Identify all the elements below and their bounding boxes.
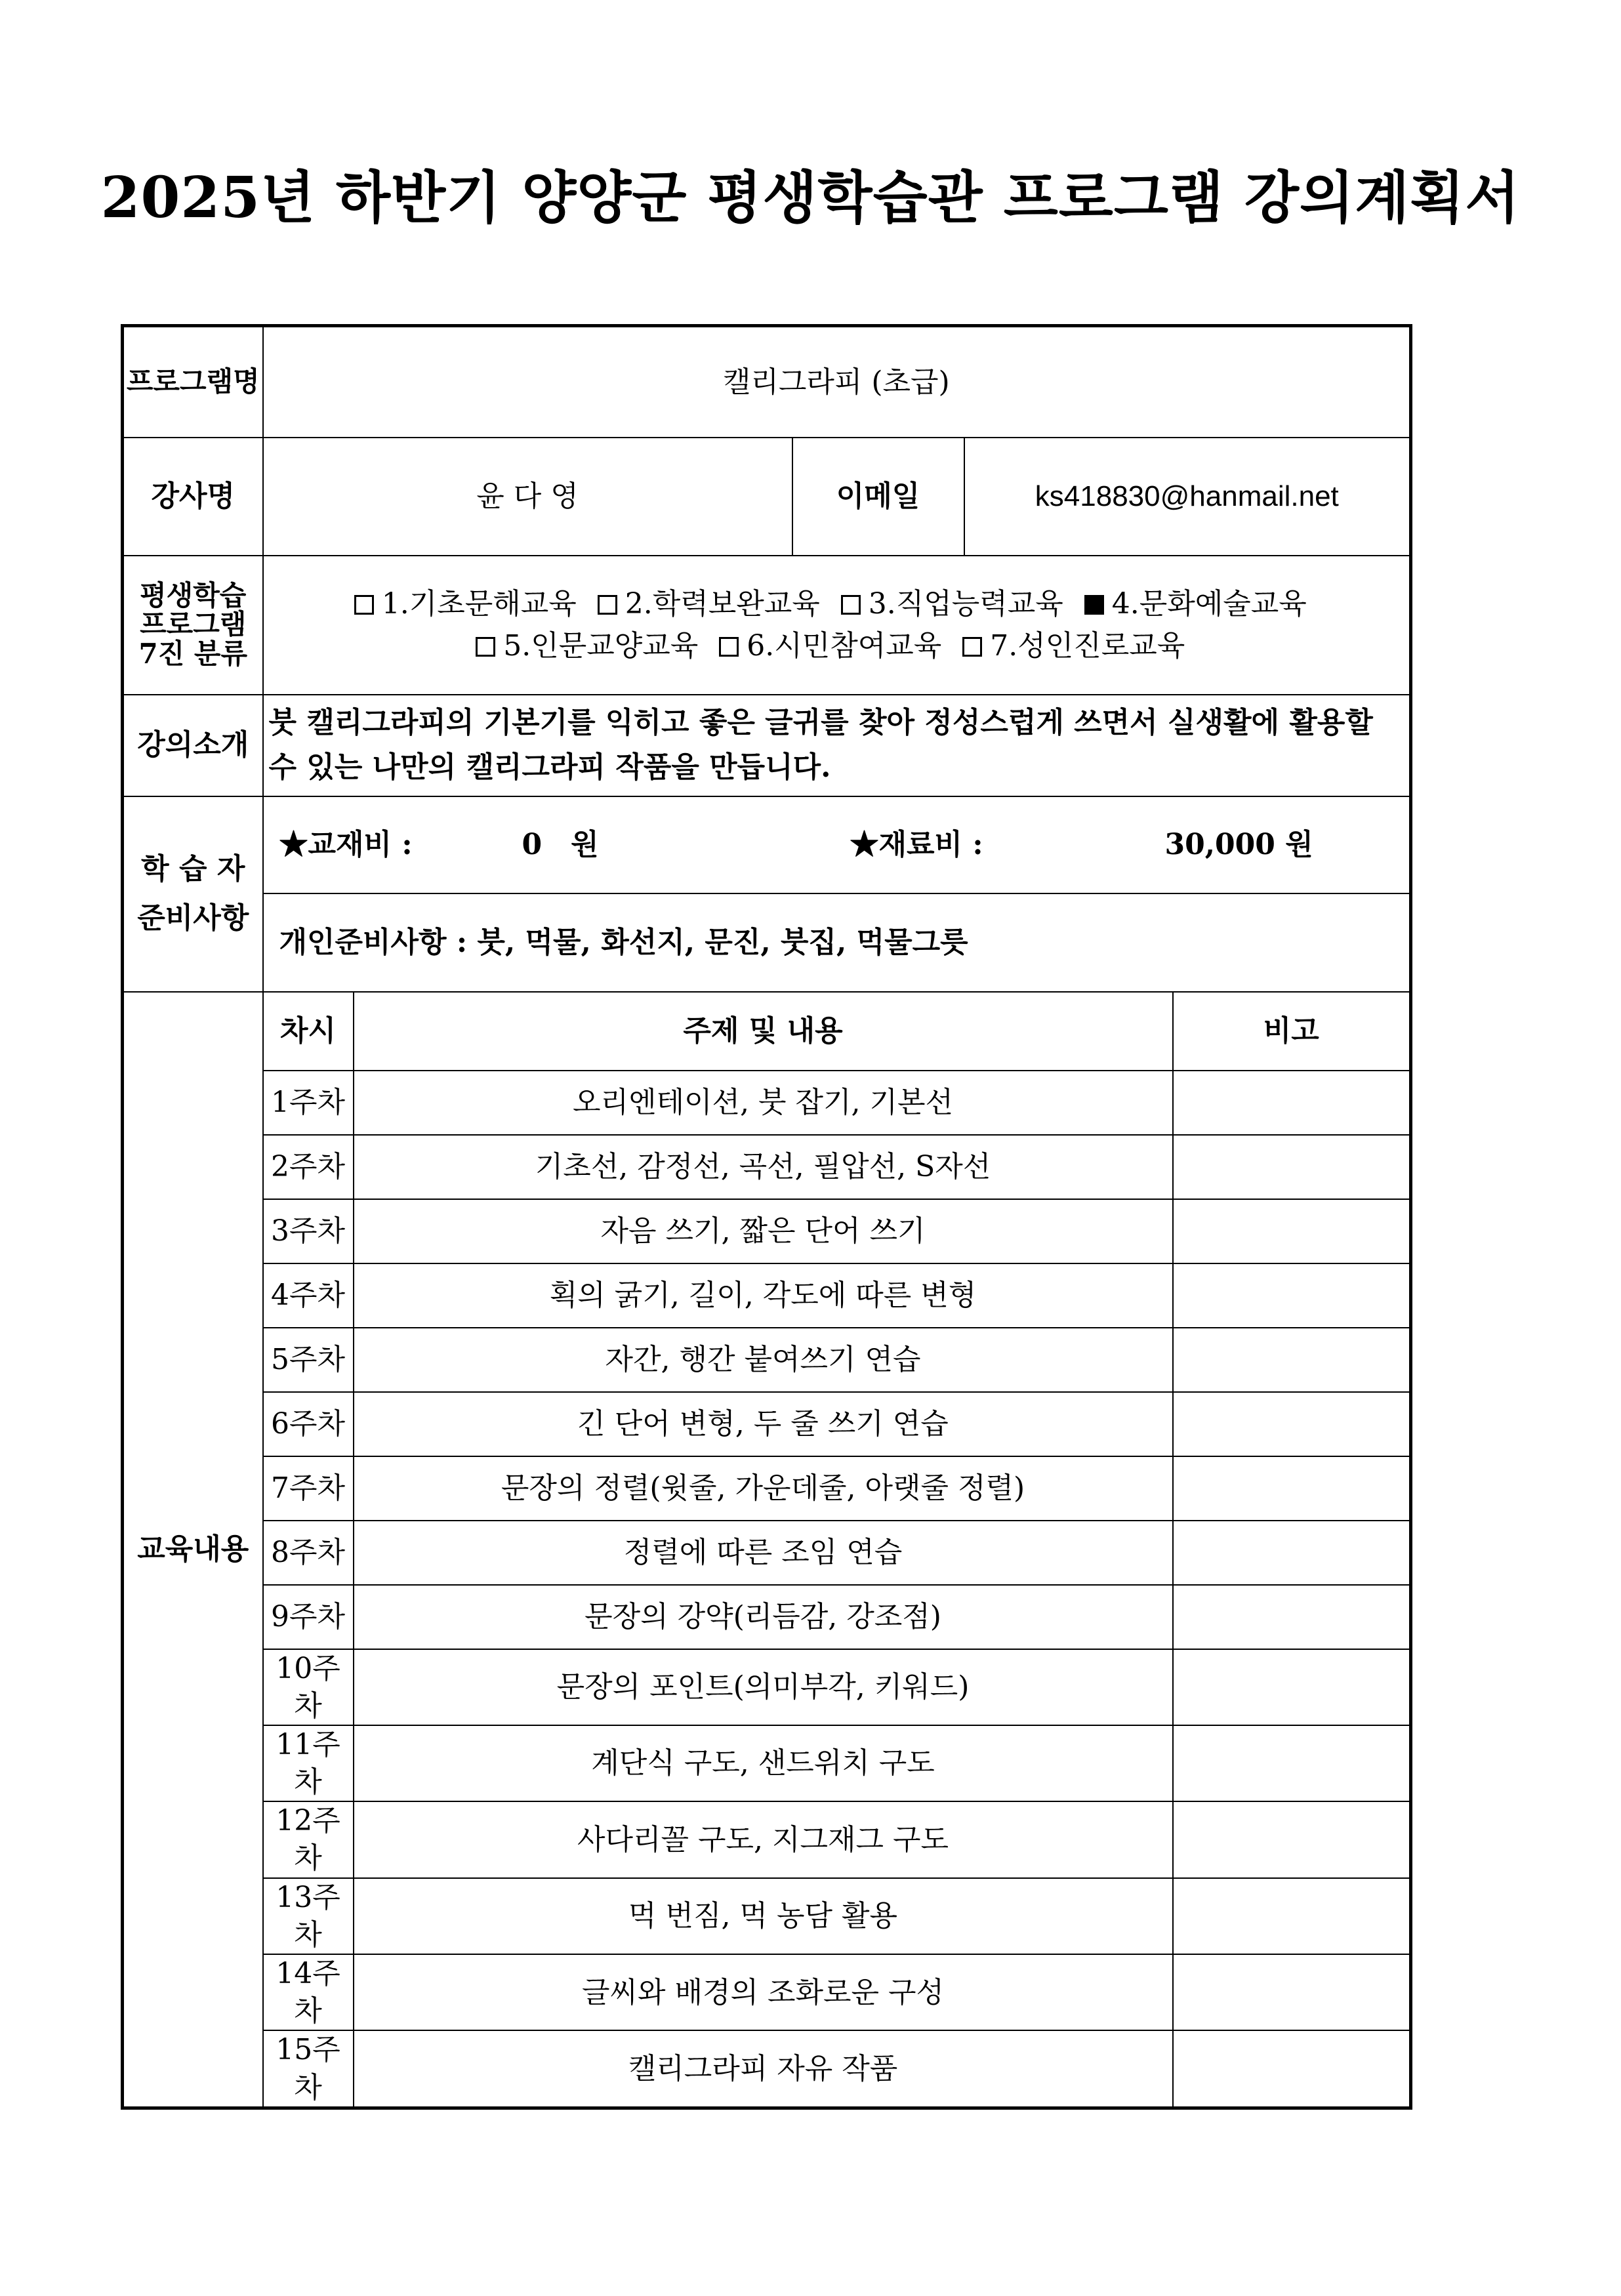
topic-cell: 문장의 정렬(윗줄, 가운데줄, 아랫줄 정렬) bbox=[354, 1456, 1173, 1521]
instructor-email: ks418830@hanmail.net bbox=[964, 438, 1411, 556]
note-cell bbox=[1173, 1521, 1411, 1585]
topic-cell: 글씨와 배경의 조화로운 구성 bbox=[354, 1954, 1173, 2030]
table-row bbox=[123, 1392, 1411, 1456]
classification-option[interactable]: 3.직업능력교육 bbox=[841, 587, 1063, 621]
topic-cell: 문장의 강약(리듬감, 강조점) bbox=[354, 1585, 1173, 1649]
session-cell: 2주차 bbox=[263, 1135, 354, 1199]
note-cell bbox=[1173, 1725, 1411, 1801]
table-row bbox=[123, 1801, 1411, 1877]
table-row bbox=[123, 1521, 1411, 1585]
topic-cell: 계단식 구도, 샌드위치 구도 bbox=[354, 1725, 1173, 1801]
topic-cell: 긴 단어 변형, 두 줄 쓰기 연습 bbox=[354, 1392, 1173, 1456]
classification-option[interactable]: 4.문화예술교육 bbox=[1084, 587, 1307, 621]
checked-checkbox-icon[interactable] bbox=[1084, 595, 1104, 615]
session-cell: 15주차 bbox=[263, 2030, 354, 2108]
book-cost-label: ★교재비 : bbox=[279, 827, 413, 861]
intro-text: 붓 캘리그라피의 기본기를 익히고 좋은 글귀를 찾아 정성스럽게 쓰면서 실생활에 활용할 수 있는 나만의 캘리그라피 작품을 만듭니다. bbox=[263, 695, 1411, 796]
note-cell bbox=[1173, 1649, 1411, 1725]
session-cell: 5주차 bbox=[263, 1328, 354, 1392]
note-cell bbox=[1173, 1585, 1411, 1649]
note-cell bbox=[1173, 1392, 1411, 1456]
checkbox-icon[interactable] bbox=[962, 637, 982, 657]
note-cell bbox=[1173, 1263, 1411, 1328]
classification-option[interactable]: 7.성인진로교육 bbox=[962, 629, 1185, 663]
classification-option[interactable]: 5.인문교양교육 bbox=[476, 629, 698, 663]
classification-option[interactable]: 1.기초문해교육 bbox=[354, 587, 577, 621]
classification-line-1 bbox=[264, 583, 1410, 625]
program-name: 캘리그라피 (초급) bbox=[263, 326, 1411, 438]
topic-cell: 캘리그라피 자유 작품 bbox=[354, 2030, 1173, 2108]
session-cell: 11주차 bbox=[263, 1725, 354, 1801]
checkbox-icon[interactable] bbox=[841, 595, 861, 615]
book-cost-value: 0 원 bbox=[522, 827, 599, 861]
table-row bbox=[123, 1135, 1411, 1199]
session-cell: 3주차 bbox=[263, 1199, 354, 1263]
document-title: 2025년 하반기 양양군 평생학습관 프로그램 강의계획서 bbox=[100, 165, 1521, 231]
curriculum-header-row bbox=[123, 992, 1411, 1071]
topic-cell: 먹 번짐, 먹 농담 활용 bbox=[354, 1878, 1173, 1954]
note-cell bbox=[1173, 1954, 1411, 2030]
session-cell: 13주차 bbox=[263, 1878, 354, 1954]
classification-option[interactable]: 2.학력보완교육 bbox=[598, 587, 820, 621]
material-cost-value: 30,000 원 bbox=[1164, 827, 1313, 861]
topic-cell: 오리엔테이션, 붓 잡기, 기본선 bbox=[354, 1071, 1173, 1135]
note-cell bbox=[1173, 1071, 1411, 1135]
table-row bbox=[123, 1199, 1411, 1263]
topic-cell: 자간, 행간 붙여쓰기 연습 bbox=[354, 1328, 1173, 1392]
classification-label-line: 프로그램 bbox=[140, 608, 247, 641]
costs-row bbox=[123, 796, 1411, 893]
note-cell bbox=[1173, 1135, 1411, 1199]
table-row bbox=[123, 1725, 1411, 1801]
table-row bbox=[123, 1954, 1411, 2030]
note-header: 비고 bbox=[1173, 992, 1411, 1071]
classification-label-line: 평생학습 bbox=[140, 579, 247, 612]
table-row bbox=[123, 1649, 1411, 1725]
costs-line bbox=[264, 797, 1410, 893]
topic-cell: 기초선, 감정선, 곡선, 필압선, S자선 bbox=[354, 1135, 1173, 1199]
personal-prep-row bbox=[123, 893, 1411, 992]
note-cell bbox=[1173, 1328, 1411, 1392]
checkbox-icon[interactable] bbox=[598, 595, 617, 615]
session-cell: 8주차 bbox=[263, 1521, 354, 1585]
table-row bbox=[123, 2030, 1411, 2108]
checkbox-icon[interactable] bbox=[719, 637, 739, 657]
topic-cell: 정렬에 따른 조임 연습 bbox=[354, 1521, 1173, 1585]
session-cell: 9주차 bbox=[263, 1585, 354, 1649]
note-cell bbox=[1173, 2030, 1411, 2108]
classification-label bbox=[123, 556, 263, 695]
topic-cell: 자음 쓰기, 짧은 단어 쓰기 bbox=[354, 1199, 1173, 1263]
program-label: 프로그램명 bbox=[123, 326, 263, 438]
classification-option[interactable]: 6.시민참여교육 bbox=[719, 629, 941, 663]
intro-label: 강의소개 bbox=[123, 695, 263, 796]
program-row bbox=[123, 326, 1411, 438]
session-cell: 14주차 bbox=[263, 1954, 354, 2030]
instructor-name: 윤 다 영 bbox=[263, 438, 792, 556]
email-label: 이메일 bbox=[792, 438, 964, 556]
checkbox-icon[interactable] bbox=[476, 637, 495, 657]
table-row bbox=[123, 1456, 1411, 1521]
topic-cell: 사다리꼴 구도, 지그재그 구도 bbox=[354, 1801, 1173, 1877]
classification-label-line: 7진 분류 bbox=[138, 637, 248, 670]
instructor-row bbox=[123, 438, 1411, 556]
prep-label-line: 학 습 자 bbox=[141, 851, 245, 886]
session-cell: 10주차 bbox=[263, 1649, 354, 1725]
topic-cell: 문장의 포인트(의미부각, 키워드) bbox=[354, 1649, 1173, 1725]
session-cell: 6주차 bbox=[263, 1392, 354, 1456]
table-row bbox=[123, 1878, 1411, 1954]
table-row bbox=[123, 1263, 1411, 1328]
lecture-plan-table bbox=[121, 324, 1412, 2110]
table-row bbox=[123, 1585, 1411, 1649]
classification-row bbox=[123, 556, 1411, 695]
note-cell bbox=[1173, 1456, 1411, 1521]
session-cell: 1주차 bbox=[263, 1071, 354, 1135]
table-row bbox=[123, 1328, 1411, 1392]
costs-cell bbox=[263, 796, 1411, 893]
note-cell bbox=[1173, 1801, 1411, 1877]
curriculum-label: 교육내용 bbox=[123, 992, 263, 2108]
material-cost-label: ★재료비 : bbox=[850, 827, 983, 861]
note-cell bbox=[1173, 1199, 1411, 1263]
session-cell: 12주차 bbox=[263, 1801, 354, 1877]
prep-label-line: 준비사항 bbox=[137, 901, 249, 935]
session-cell: 7주차 bbox=[263, 1456, 354, 1521]
intro-row bbox=[123, 695, 1411, 796]
classification-options bbox=[263, 556, 1411, 695]
instructor-label: 강사명 bbox=[123, 438, 263, 556]
table-row bbox=[123, 1071, 1411, 1135]
topic-header: 주제 및 내용 bbox=[354, 992, 1173, 1071]
prep-label bbox=[123, 796, 263, 992]
classification-line-2 bbox=[264, 625, 1410, 667]
personal-prep: 개인준비사항 : 붓, 먹물, 화선지, 문진, 붓집, 먹물그릇 bbox=[263, 893, 1411, 992]
topic-cell: 획의 굵기, 길이, 각도에 따른 변형 bbox=[354, 1263, 1173, 1328]
session-header: 차시 bbox=[263, 992, 354, 1071]
note-cell bbox=[1173, 1878, 1411, 1954]
session-cell: 4주차 bbox=[263, 1263, 354, 1328]
checkbox-icon[interactable] bbox=[354, 595, 374, 615]
